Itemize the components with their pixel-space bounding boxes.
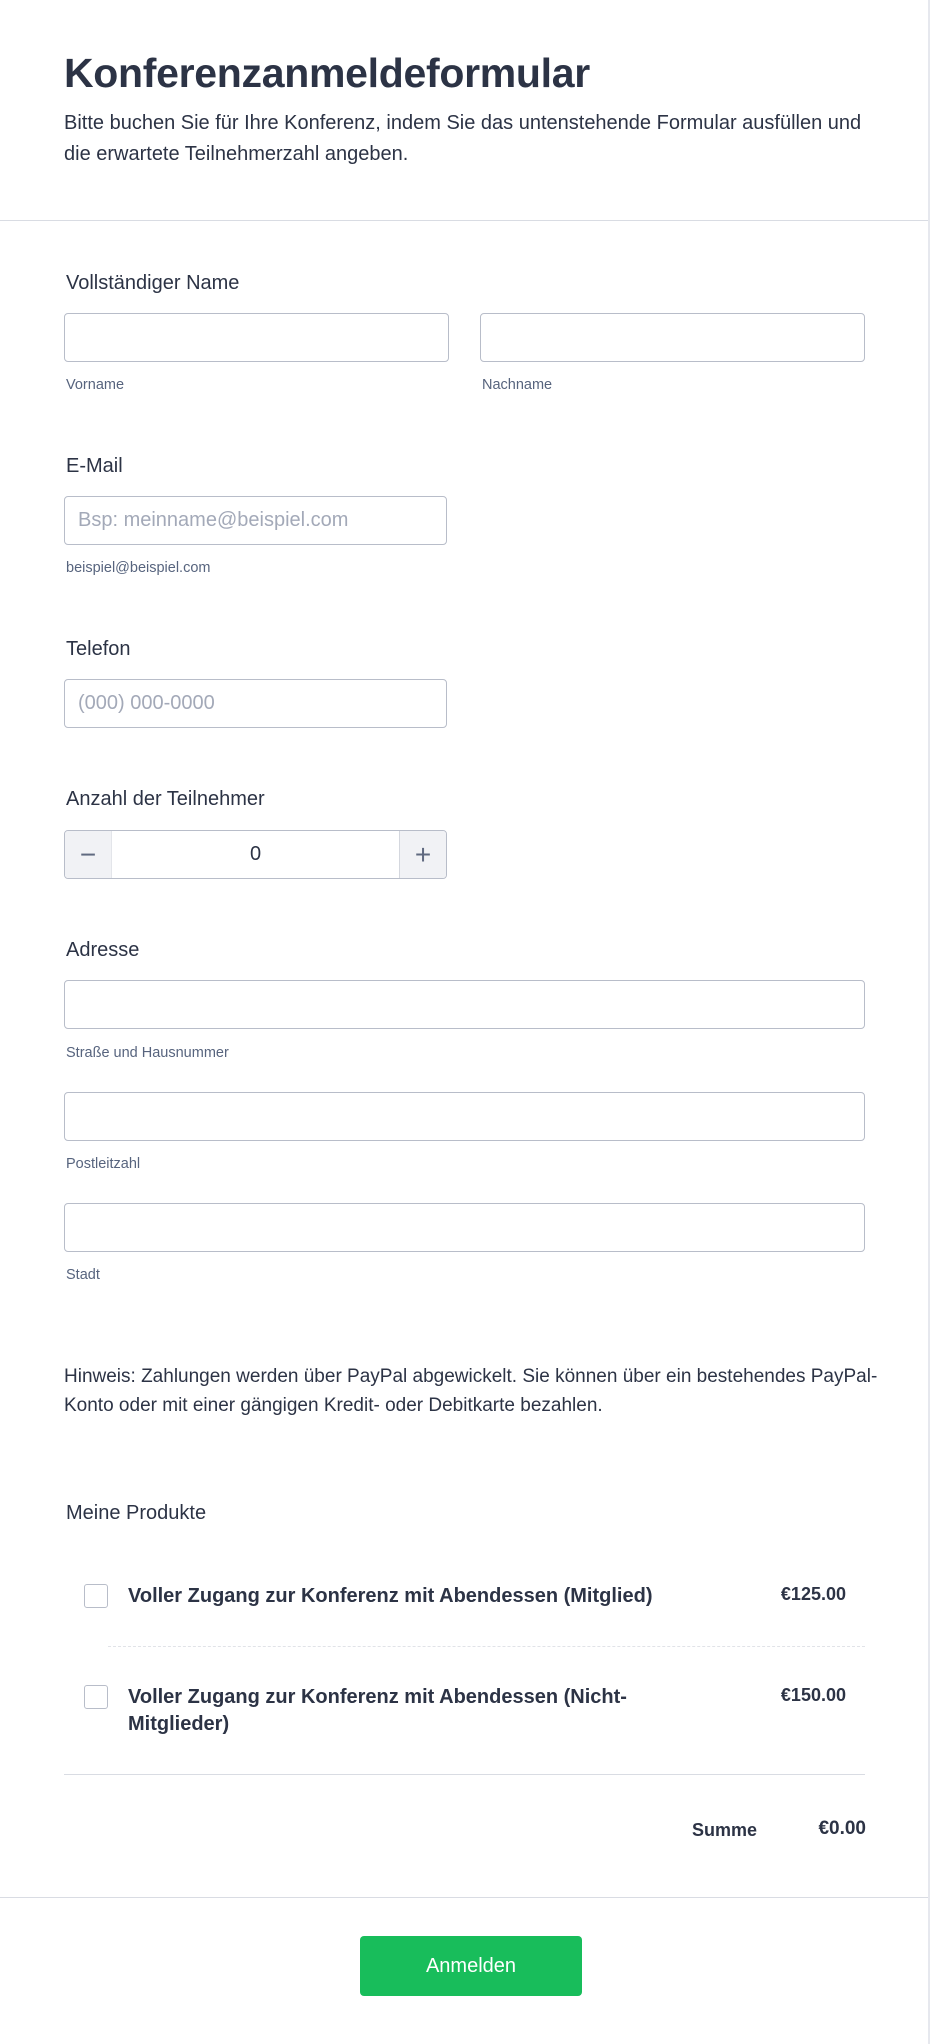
email-label: E-Mail — [66, 455, 123, 477]
first-name-input[interactable] — [64, 313, 449, 362]
city-input[interactable] — [64, 1203, 865, 1252]
form-title: Konferenzanmeldeformular — [64, 50, 590, 96]
last-name-input[interactable] — [480, 313, 865, 362]
attendees-value[interactable]: 0 — [249, 843, 262, 865]
street-sublabel: Straße und Hausnummer — [66, 1045, 229, 1061]
total-label: Summe — [692, 1820, 758, 1840]
increment-button[interactable] — [399, 831, 446, 878]
plus-icon: + — [414, 838, 432, 870]
phone-label: Telefon — [66, 638, 131, 660]
product-price: €150.00 — [780, 1685, 846, 1705]
product-separator — [108, 1646, 865, 1647]
product-checkbox[interactable] — [84, 1685, 108, 1709]
email-sublabel: beispiel@beispiel.com — [66, 560, 211, 576]
minus-icon: − — [79, 838, 97, 870]
attendees-stepper[interactable] — [64, 830, 447, 879]
address-label: Adresse — [66, 939, 140, 961]
total-value: €0.00 — [818, 1818, 866, 1839]
payment-note: Hinweis: Zahlungen werden über PayPal abgewickelt. Sie können über ein bestehendes PayPal-Konto oder mit einer gängigen Kredit- oder Debitkarte bezahlen. — [64, 1366, 878, 1416]
city-sublabel: Stadt — [66, 1267, 100, 1283]
street-input[interactable] — [64, 980, 865, 1029]
email-input[interactable] — [64, 496, 447, 545]
form-subtitle: Bitte buchen Sie für Ihre Konferenz, indem Sie das untenstehende Formular ausfüllen und die erwartete Teilnehmerzahl angeben. — [64, 112, 862, 165]
phone-input[interactable] — [64, 679, 447, 728]
product-name: Voller Zugang zur Konferenz mit Abendessen (Nicht-Mitglieder) — [128, 1686, 627, 1735]
products-label: Meine Produkte — [66, 1502, 207, 1524]
zip-sublabel: Postleitzahl — [66, 1156, 141, 1172]
product-checkbox[interactable] — [84, 1584, 108, 1608]
submit-button[interactable]: Anmelden — [360, 1936, 582, 1996]
product-name: Voller Zugang zur Konferenz mit Abendessen (Mitglied) — [128, 1585, 653, 1607]
zip-input[interactable] — [64, 1092, 865, 1141]
first-name-sublabel: Vorname — [66, 377, 125, 393]
full-name-label: Vollständiger Name — [66, 272, 240, 294]
header-divider — [0, 220, 928, 221]
attendees-label: Anzahl der Teilnehmer — [66, 788, 265, 810]
decrement-button[interactable] — [65, 831, 112, 878]
footer-divider — [0, 1897, 928, 1898]
products-divider — [64, 1774, 865, 1775]
last-name-sublabel: Nachname — [482, 377, 553, 393]
product-price: €125.00 — [780, 1584, 846, 1604]
